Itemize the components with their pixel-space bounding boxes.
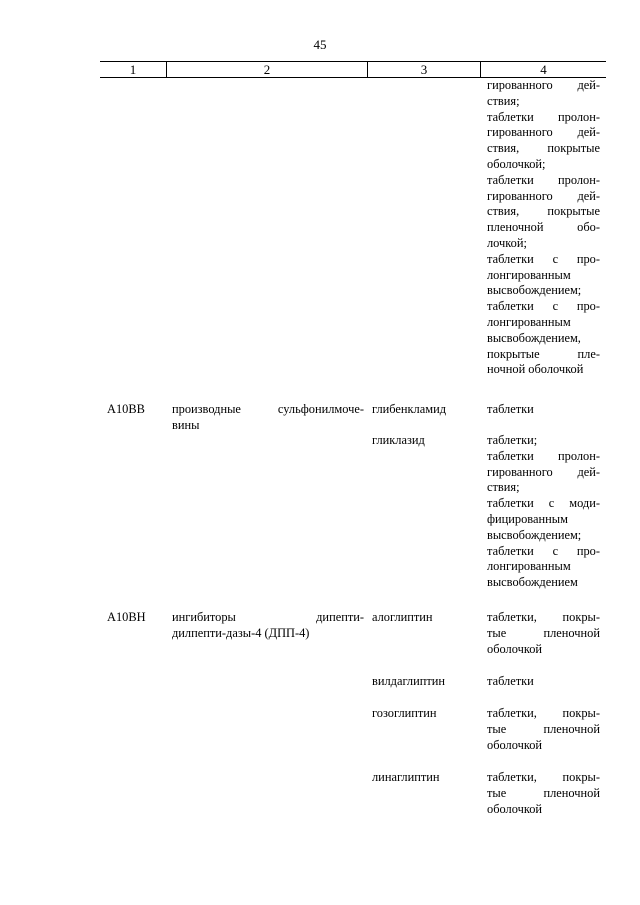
dosage-forms (487, 674, 600, 690)
dosage-form-line: таблетки пролон- (487, 448, 600, 463)
drug-name: вилдаглиптин (372, 674, 446, 688)
dosage-form-line: покрытые пле- (487, 346, 600, 361)
header-col-3: 3 (420, 62, 428, 77)
dosage-form-line: ствия, покрытые (487, 141, 600, 156)
dosage-form-line: оболочкой; (487, 156, 546, 171)
dosage-form-line: ствия; (487, 480, 520, 495)
header-col-1: 1 (129, 62, 137, 77)
dosage-form-line: таблетки; (487, 433, 538, 447)
group-line: дилпепти-дазы-4 (ДПП-4) (172, 625, 310, 640)
dosage-form-line: ночной оболочкой (487, 362, 584, 377)
dosage-form-line: таблетки пролон- (487, 172, 600, 187)
dosage-form-line: высвобождением; (487, 283, 582, 298)
dosage-form-line: лонгированным (487, 267, 571, 282)
atc-code: A10BB (107, 402, 145, 416)
dosage-forms (487, 706, 600, 753)
dosage-form-line: таблетки с моди- (487, 496, 600, 511)
dosage-form-line: лочкой; (487, 235, 527, 250)
pharmacological-group (172, 402, 364, 434)
dosage-form-line: фицированным (487, 511, 568, 526)
dosage-form-line: гированного дей- (487, 188, 600, 203)
atc-code: A10BH (107, 610, 146, 624)
dosage-form-line: гированного дей- (487, 125, 600, 140)
header-col-2: 2 (263, 62, 271, 77)
group-line: вины (172, 417, 200, 432)
dosage-form-line: лонгированным (487, 559, 571, 574)
dosage-form-line: оболочкой (487, 737, 543, 752)
dosage-form-line: таблетки с про- (487, 299, 600, 314)
dosage-form-line: таблетки (487, 402, 534, 416)
table-header (100, 61, 606, 78)
drug-name: глибенкламид (372, 402, 447, 416)
dosage-form-line: таблетки пролон- (487, 109, 600, 124)
dosage-forms (487, 402, 600, 418)
dosage-form-line: высвобождением; (487, 527, 582, 542)
header-col-4: 4 (540, 62, 547, 77)
dosage-form-line: таблетки с про- (487, 543, 600, 558)
drug-name: линаглиптин (372, 770, 440, 784)
dosage-form-line: лонгированным (487, 314, 571, 329)
dosage-form-line: таблетки, покры- (487, 706, 600, 720)
dosage-forms (487, 610, 600, 657)
pharmacological-group (172, 610, 364, 642)
drug-name: гликлазид (372, 433, 425, 447)
dosage-form-line: оболочкой (487, 801, 543, 816)
dosage-form-line: высвобождением (487, 575, 578, 590)
dosage-form-line: тые пленочной (487, 785, 600, 800)
dosage-form-line: таблетки, покры- (487, 610, 600, 624)
page-number: 45 (313, 37, 327, 52)
continued-dosage-forms (487, 78, 600, 378)
dosage-form-line: таблетки с про- (487, 251, 600, 266)
drug-name: гозоглиптин (372, 706, 437, 720)
dosage-form-line: гированного дей- (487, 78, 600, 92)
dosage-form-line: пленочной обо- (487, 220, 600, 235)
group-line: производные сульфонилмоче- (172, 402, 364, 416)
dosage-form-line: гированного дей- (487, 464, 600, 479)
group-line: ингибиторы дипепти- (172, 610, 364, 624)
dosage-form-line: таблетки, покры- (487, 770, 600, 784)
drug-name: алоглиптин (372, 610, 433, 624)
dosage-form-line: оболочкой (487, 641, 543, 656)
dosage-form-line: тые пленочной (487, 721, 600, 736)
dosage-form-line: ствия; (487, 93, 520, 108)
dosage-forms (487, 433, 600, 591)
dosage-forms (487, 770, 600, 817)
dosage-form-line: тые пленочной (487, 625, 600, 640)
dosage-form-line: высвобождением, (487, 330, 581, 345)
dosage-form-line: таблетки (487, 674, 534, 688)
dosage-form-line: ствия, покрытые (487, 204, 600, 219)
